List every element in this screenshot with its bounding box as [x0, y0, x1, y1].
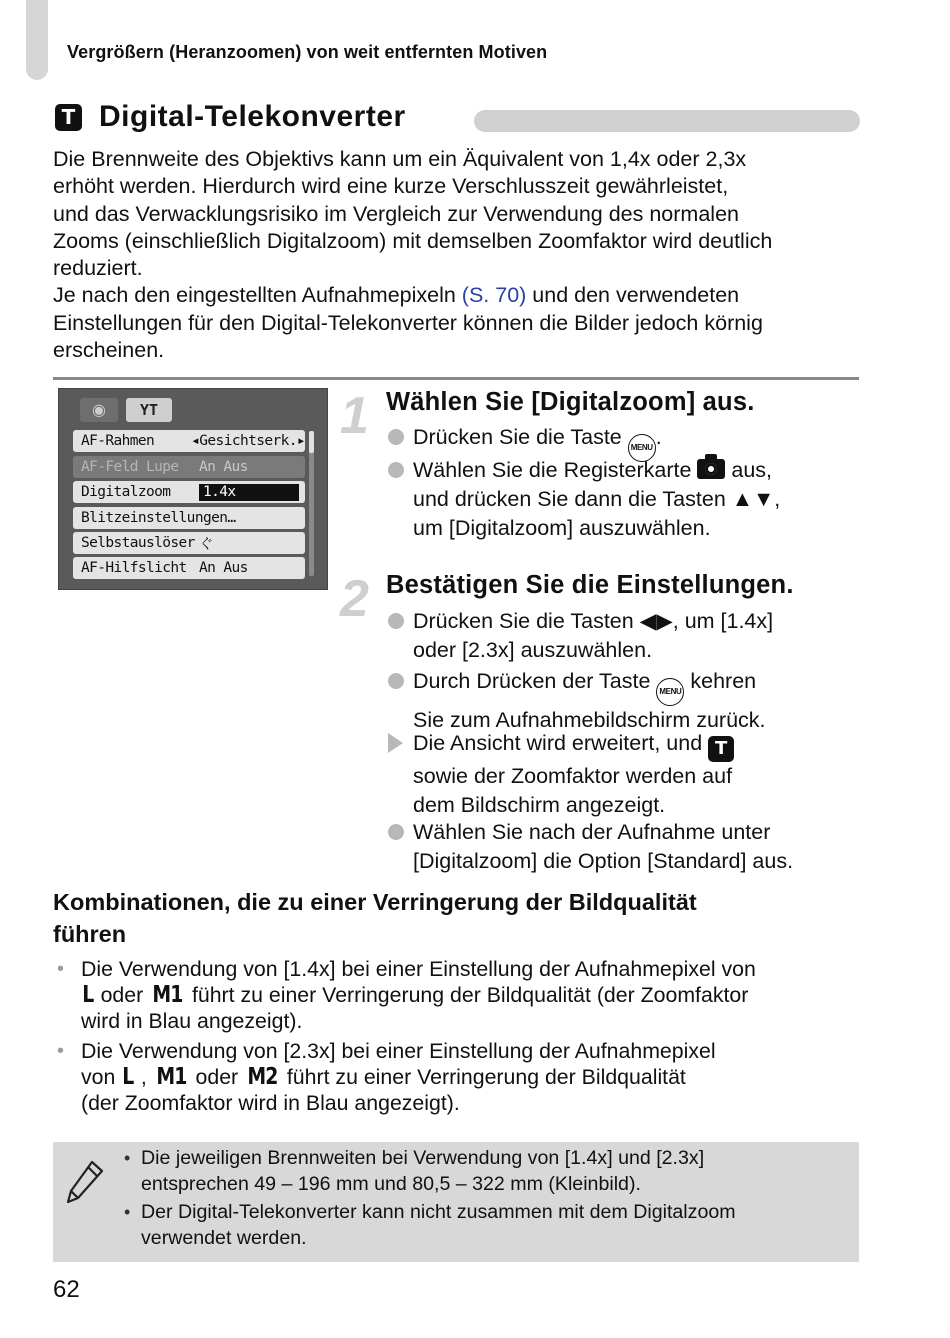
- intro-p2-before: Je nach den eingestellten Aufnahmepixeln: [53, 283, 462, 308]
- bullet-dot-icon: •: [57, 958, 65, 980]
- page-reference-link[interactable]: (S. 70): [461, 283, 527, 308]
- screen-scrollbar-thumb: [309, 431, 314, 453]
- resolution-m1-icon: M1: [152, 982, 183, 1008]
- resolution-l-icon: L: [122, 1064, 134, 1090]
- step-2-bullet: Durch Drücken der Taste MENU kehren Sie zum Aufnahmebildschirm zurück.: [388, 667, 848, 735]
- section-title-text: Digital-Telekonverter: [99, 100, 406, 133]
- screen-row: AF-Feld Lupe An Aus: [73, 456, 305, 478]
- page-header-title: Vergrößern (Heranzoomen) von weit entfernten Motiven: [67, 42, 548, 62]
- step-2-bullet: Wählen Sie nach der Aufnahme unter [Digitalzoom] die Option [Standard] aus.: [388, 818, 848, 876]
- resolution-l-icon: L: [82, 982, 94, 1008]
- step-2-number: 2: [340, 570, 369, 628]
- note-bullet: • Der Digital-Telekonverter kann nicht zusammen mit dem Digitalzoom verwendet werden.: [124, 1201, 736, 1249]
- page-number: 62: [53, 1276, 80, 1303]
- telekonverter-icon: T: [708, 736, 734, 762]
- intro-p2-after: und den verwendeten Einstellungen für den Digital-Telekonverter können die Bilder jedoch körnig erscheinen.: [53, 283, 763, 363]
- kombi-bullet: • Die Verwendung von [2.3x] bei einer Einstellung der Aufnahmepixel von L , M1 oder M2 führt zu einer Verringerung der Bildqualität (der Zoomfaktor wird in Blau angezeigt).: [57, 1039, 716, 1115]
- intro-paragraph-1: Die Brennweite des Objektivs kann um ein Äquivalent von 1,4x oder 2,3x erhöht werden. Hierdurch wird eine kurze Verschlusszeit gewährleistet, und das Verwacklungsrisiko im Vergleich zur Verwendung des normalen Zooms (einschließlich Digitalzoom) mit demselben Zoomfaktor wird deutlich reduziert.: [53, 147, 773, 281]
- screen-row: AF-Rahmen ◂Gesichtserk.▸: [73, 430, 305, 452]
- camera-icon: [697, 459, 725, 479]
- telekonverter-icon: T: [55, 104, 82, 131]
- camera-tab-icon: ◉: [80, 398, 118, 422]
- bullet-circle-icon: [388, 462, 404, 478]
- resolution-m1-icon: M1: [156, 1064, 187, 1090]
- screen-row: AF-Hilfslicht An Aus: [73, 557, 305, 579]
- intro-text: [53, 146, 873, 364]
- kombi-bullet: • Die Verwendung von [1.4x] bei einer Einstellung der Aufnahmepixel von L oder M1 führt zu einer Verringerung der Bildqualität (der Zoomfaktor wird in Blau angezeigt).: [57, 957, 756, 1033]
- pencil-icon: [62, 1158, 106, 1206]
- section-title: [55, 100, 406, 134]
- step-1-number: 1: [340, 387, 369, 445]
- bullet-circle-icon: [388, 824, 404, 840]
- step-2-title: Bestätigen Sie die Einstellungen.: [386, 571, 794, 599]
- title-decoration-bar: [474, 110, 860, 132]
- screen-row-selected: Digitalzoom 1.4x: [73, 481, 305, 503]
- bullet-circle-icon: [388, 613, 404, 629]
- bullet-circle-icon: [388, 673, 404, 689]
- menu-button-icon: MENU: [656, 678, 684, 706]
- result-arrow-icon: [388, 733, 403, 753]
- resolution-m2-icon: M2: [247, 1064, 278, 1090]
- bullet-circle-icon: [388, 429, 404, 445]
- intro-paragraph-2: [53, 282, 873, 364]
- step-1-title: Wählen Sie [Digitalzoom] aus.: [386, 388, 755, 416]
- bullet-dot-icon: •: [124, 1202, 131, 1222]
- settings-tab: YT: [126, 398, 172, 422]
- step-1-bullet: Wählen Sie die Registerkarte aus, und drücken Sie dann die Tasten ▲▼, um [Digitalzoom] auszuwählen.: [388, 456, 848, 543]
- bullet-dot-icon: •: [124, 1148, 131, 1168]
- section-divider: [53, 377, 859, 380]
- kombi-heading: Kombinationen, die zu einer Verringerung der Bildqualität führen: [53, 889, 697, 947]
- bullet-dot-icon: •: [57, 1040, 65, 1062]
- step-2-result: Die Ansicht wird erweitert, und T sowie der Zoomfaktor werden auf dem Bildschirm angezeigt.: [388, 729, 848, 820]
- menu-button-icon: MENU: [628, 434, 656, 462]
- step-1-bullet: Drücken Sie die Taste MENU .: [388, 423, 848, 462]
- screen-row: Selbstauslöser ぐ: [73, 532, 305, 554]
- chapter-side-tab: [26, 0, 48, 80]
- step-2-bullet: Drücken Sie die Tasten ◀▶, um [1.4x] oder [2.3x] auszuwählen.: [388, 607, 848, 665]
- screen-row: Blitzeinstellungen…: [73, 507, 305, 529]
- note-bullet: • Die jeweiligen Brennweiten bei Verwendung von [1.4x] und [2.3x] entsprechen 49 – 196 mm und 80,5 – 322 mm (Kleinbild).: [124, 1147, 705, 1195]
